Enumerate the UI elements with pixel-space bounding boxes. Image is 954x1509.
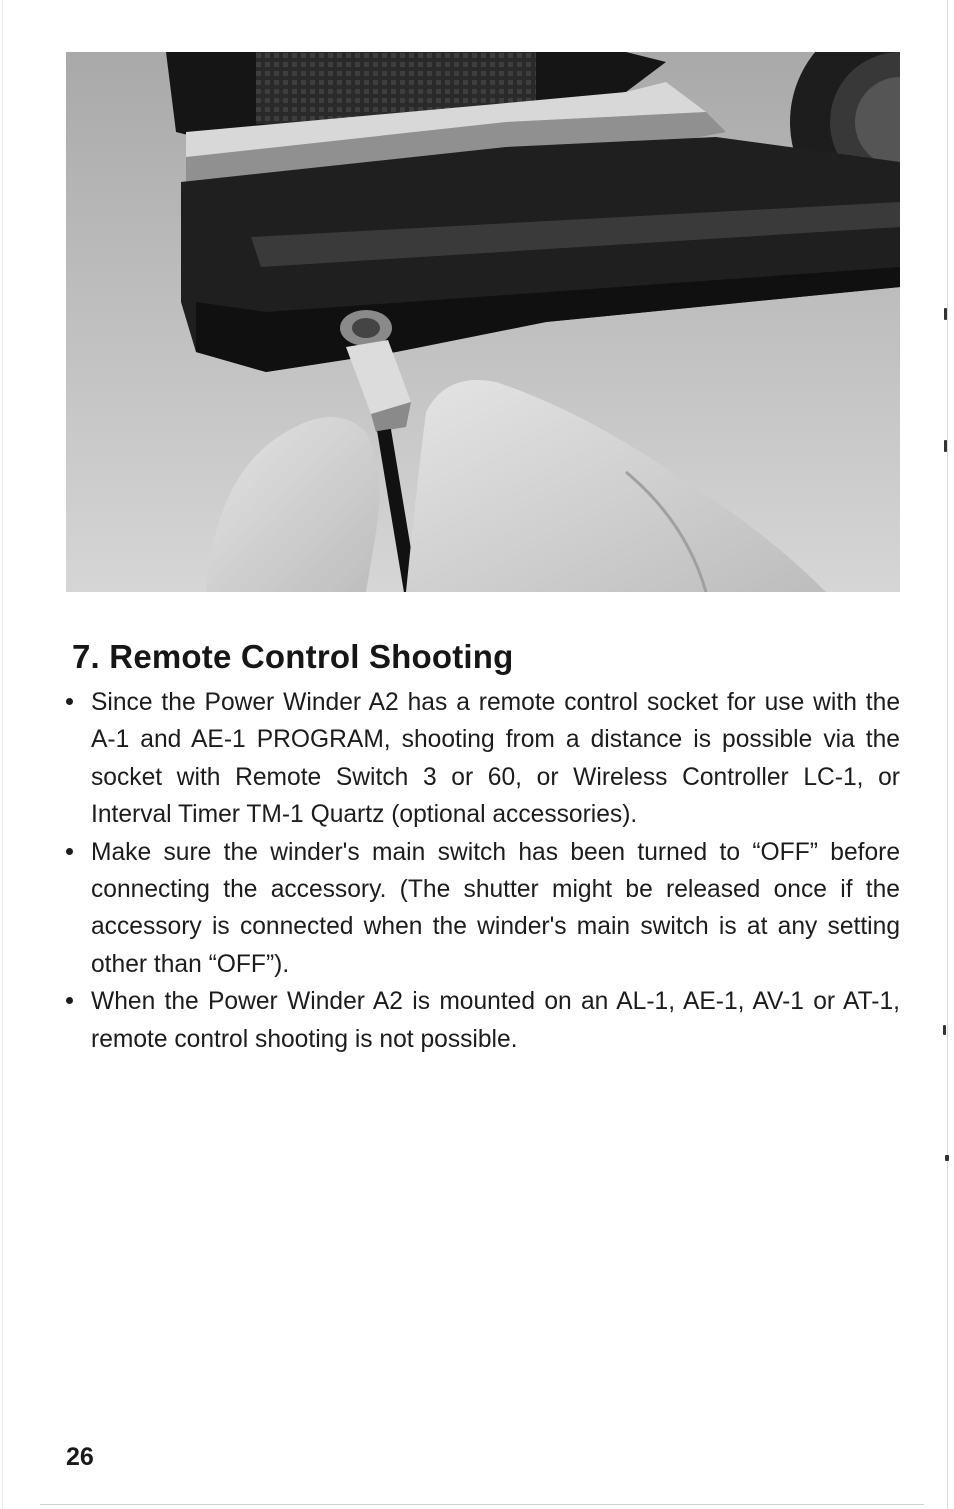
bullet-text: Since the Power Winder A2 has a remote control socket for use with the A-1 and AE-1 PROGRAM, shooting from a distance is possible via the socket with Remote Switch 3 or 60, or Wireless Controller LC-1, or Interval Timer TM-1 Quartz (optional accessories). <box>91 689 900 829</box>
list-item <box>66 684 900 834</box>
bullet-dot-icon <box>66 848 73 855</box>
bullet-list <box>66 684 900 1058</box>
scan-speck <box>943 1025 946 1035</box>
scan-speck <box>945 1155 949 1161</box>
bullet-text: When the Power Winder A2 is mounted on an AL-1, AE-1, AV-1 or AT-1, remote control shooting is not possible. <box>91 988 900 1053</box>
page-bottom-edge <box>40 1504 924 1505</box>
page-edge-right <box>947 0 948 1509</box>
scan-speck <box>944 308 947 320</box>
bullet-dot-icon <box>66 997 73 1004</box>
bullet-text: Make sure the winder's main switch has been turned to “OFF” before connecting the accessory. (The shutter might be released once if the accessory is connected when the winder's main switch is at any setting other than “OFF”). <box>91 838 900 978</box>
page-number: 26 <box>66 1443 94 1471</box>
list-item <box>66 983 900 1058</box>
page-edge-left <box>2 0 3 1509</box>
section-heading: 7. Remote Control Shooting <box>72 638 514 675</box>
photo-camera-winder-remote-socket <box>66 52 900 592</box>
bullet-dot-icon <box>66 698 73 705</box>
list-item <box>66 834 900 984</box>
scan-speck <box>944 440 947 452</box>
